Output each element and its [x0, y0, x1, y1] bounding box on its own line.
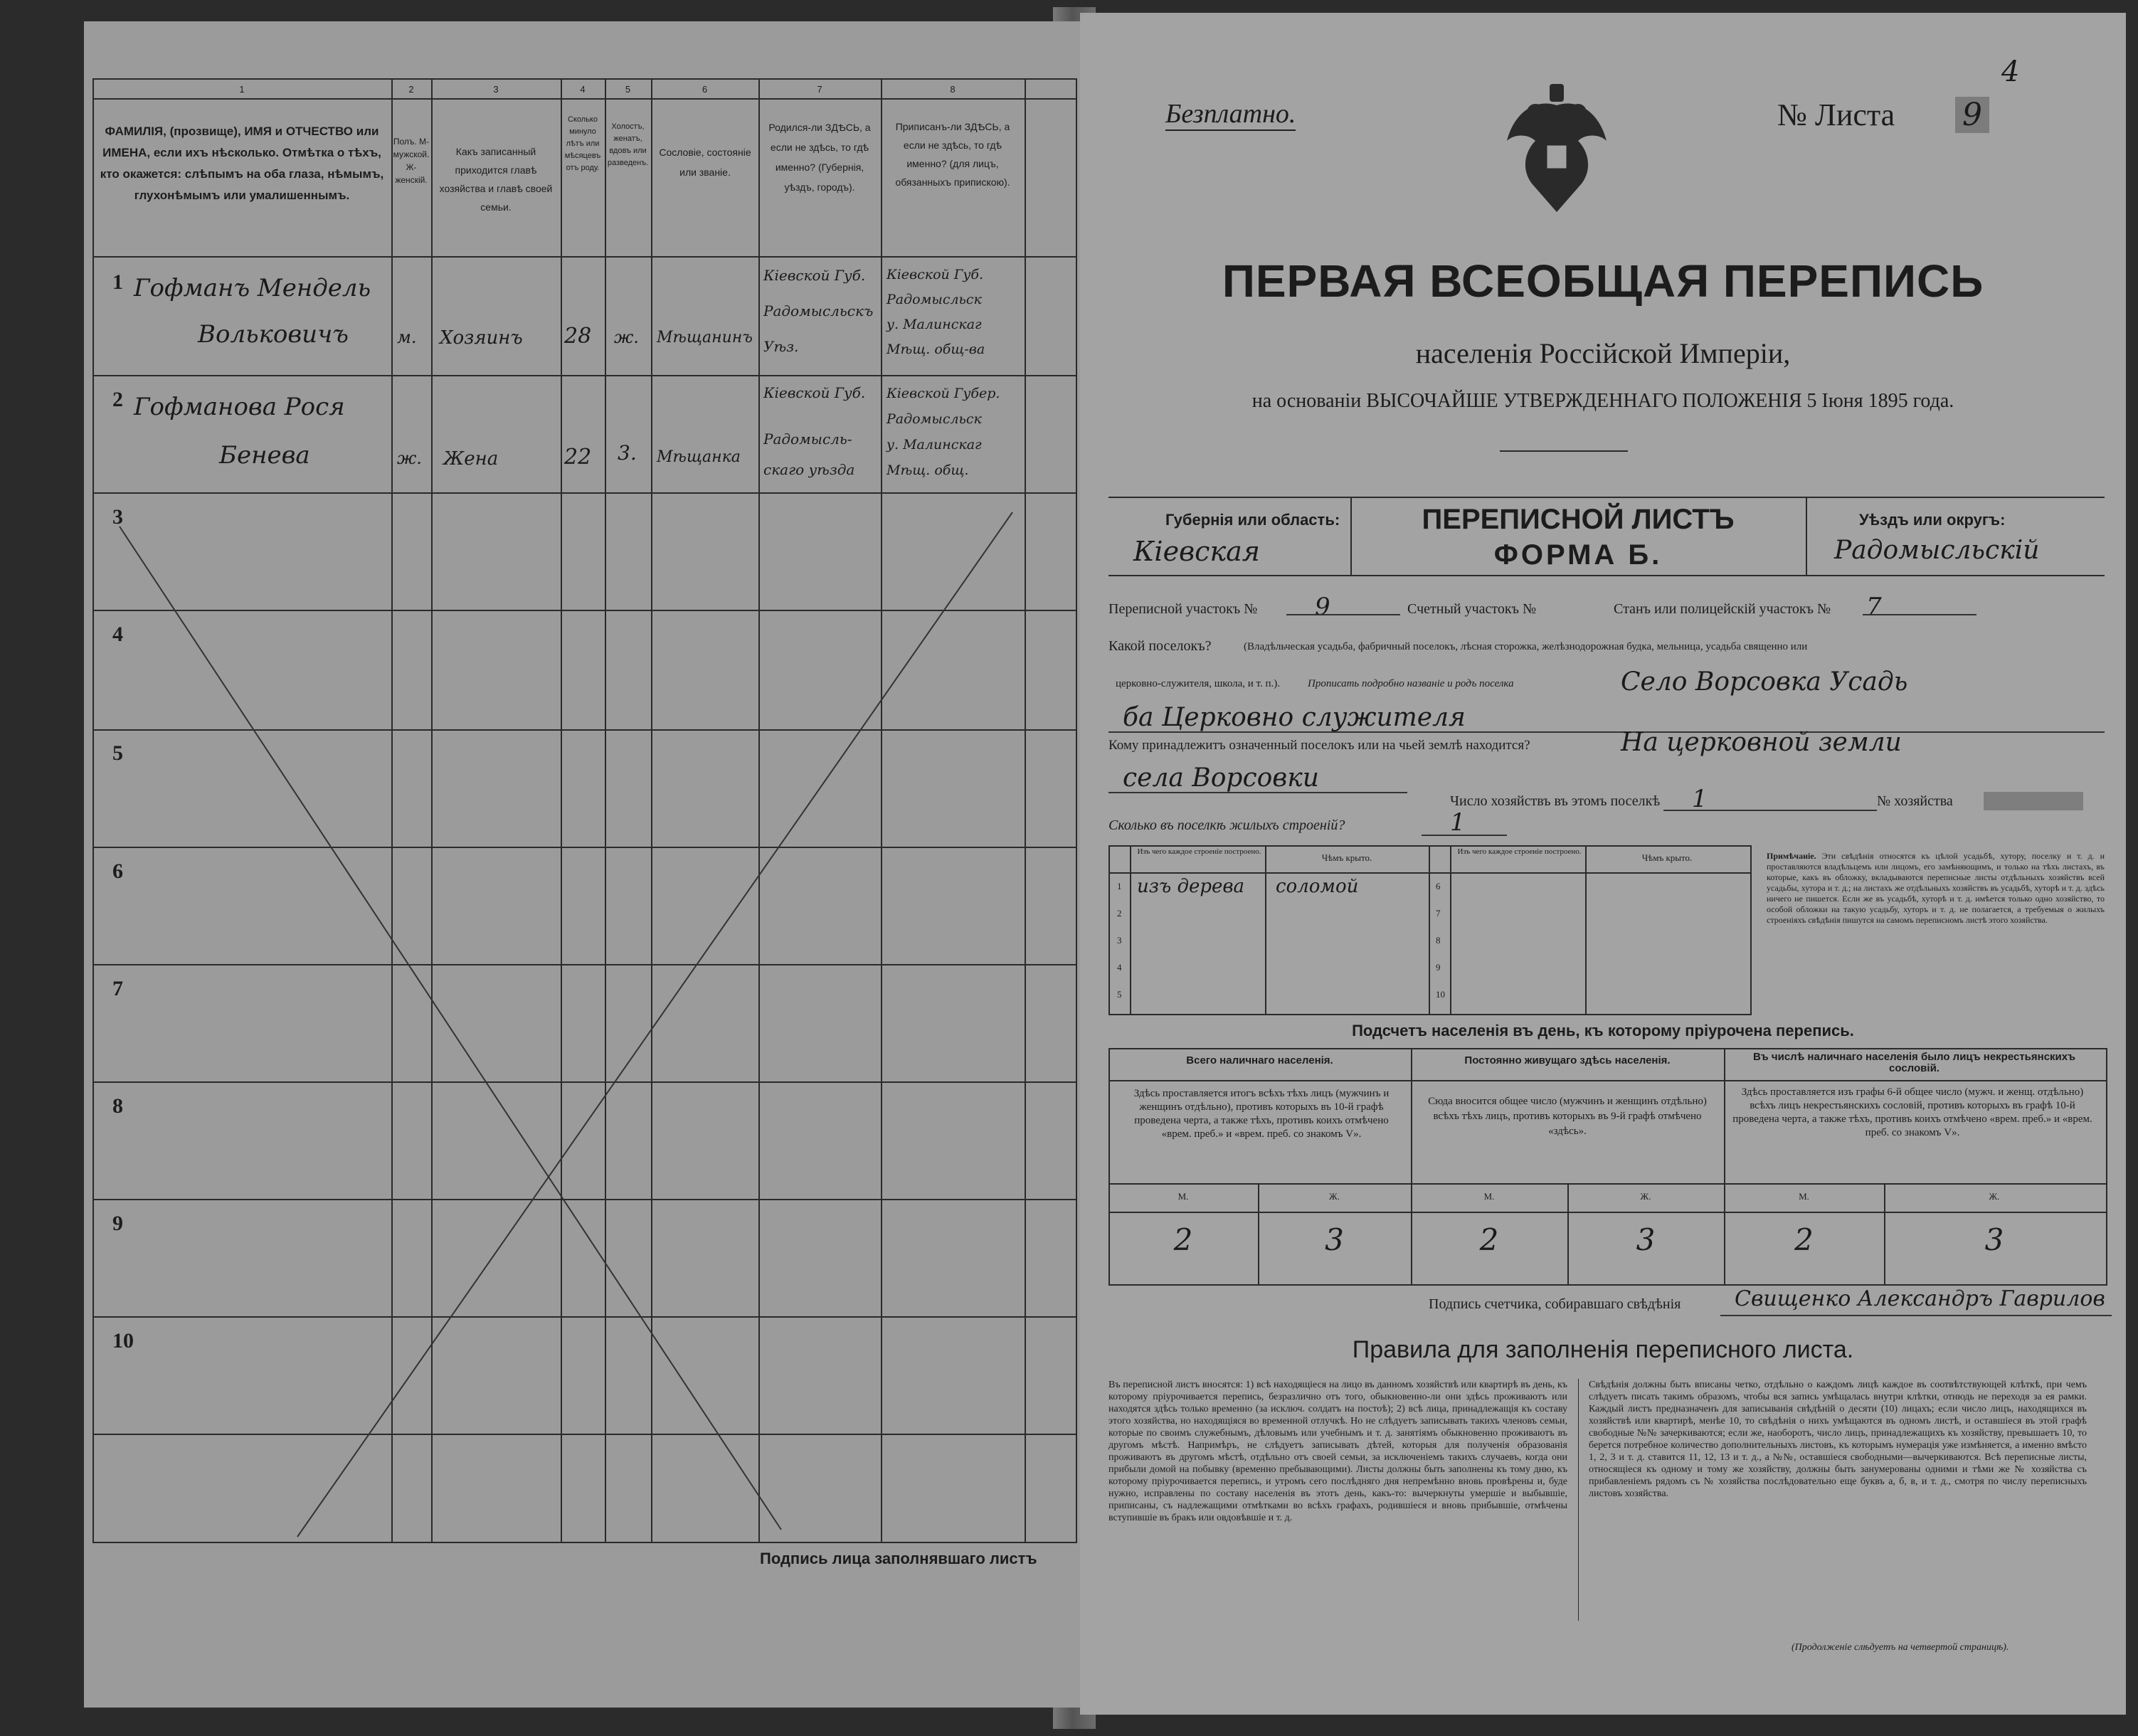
col-header-marital: Холостъ, женатъ, вдовъ или разведенъ.	[607, 122, 649, 167]
col-num-2: 2	[408, 84, 414, 95]
signature-label: Подпись лица заполнявшаго листъ	[760, 1550, 1037, 1567]
continuation-note: (Продолженіе слѣдуетъ на четвертой страницѣ).	[1792, 1642, 2009, 1653]
row-number-6: 6	[112, 859, 123, 883]
count-col1-m-label: М.	[1178, 1191, 1189, 1202]
settlement-hint-3: Прописать подробно названіе и родъ поселка	[1308, 678, 1514, 689]
row-number-4: 4	[112, 623, 123, 646]
col-num-1: 1	[239, 84, 245, 95]
free-label: Безплатно.	[1165, 98, 1296, 131]
count-col2-f-label: Ж.	[1640, 1191, 1651, 1202]
note-text: Эти свѣдѣнія относятся къ цѣлой усадьбѣ, хутору, поселку и т. д. и проставляются владѣльцемъ или лицомъ, его замѣняющимъ, и только на тѣхъ листахъ, въ которые, какъ въ обложку, вкладываются переписные листы отдѣльныхъ хозяйствъ всей усадьбы, хутора и т. д.; на листахъ же отдѣльныхъ хозяйствъ въ усадьбѣ, хуторѣ и т. д. здѣсь ничего не пишется. Если же въ усадьбѣ, хуторѣ и т. д. имѣется только одно хозяйство, то особой обложки на такую усадьбу, хуторъ и т. д. не полагается, а требуемыя о жилыхъ строеніяхъ свѣдѣнія пишутся на самомъ переписномъ листѣ этого хозяйства.	[1767, 851, 2105, 925]
row1-reg-line1: Кіевской Губ.	[887, 267, 984, 282]
rules-right-text: Свѣдѣнія должны быть вписаны четко, отдѣльно о каждомъ лицѣ каждое въ соотвѣтствующей клѣткѣ, при чемъ слѣдуетъ писать такимъ образомъ, чтобы вся запись умѣщалась внутри клѣтки, отнюдь не переходя за ея рамки. Каждый листъ предназначенъ для записыванія свѣдѣній о десяти (10) лицахъ; если число лицъ, находящихся въ хозяйствѣ или квартирѣ, менѣе 10, то свѣдѣнія о нихъ умѣщаются въ одномъ листѣ, и оставшіеся въ этой графѣ свободные №№ зачеркиваются; если же, наоборотъ, число лицъ, принадлежащихъ къ хозяйству, превышаетъ 10, то берется потребное количество дополнительныхъ листовъ, къ которымъ нумерація уже измѣняется, а именно вмѣсто 1, 2, 3 и т. д. ставится 11, 12, 13 и т. д., а №№, оставшіеся свободными—вычеркиваются. Всѣ переписные листы, относящіеся къ одному и тому же хозяйству, должны быть занумерованы одними и тѣми же № хозяйства съ прибавленіемъ рядомъ съ № хозяйства послѣдовательно еще буквъ а, б, в, и т. д., смотря по числу переписныхъ листовъ хозяйства.	[1589, 1380, 2087, 1499]
row1-marital: ж.	[614, 327, 639, 347]
buildings-value: 1	[1450, 808, 1466, 837]
row2-born-line1: Кіевской Губ.	[763, 384, 866, 401]
bld-row-num: 1	[1117, 881, 1122, 891]
col-header-age: Сколько минуло лѣтъ или мѣсяцевъ отъ роду.	[564, 115, 601, 172]
bld-row-num: 4	[1117, 962, 1122, 973]
col-header-sex: Полъ. М-мужской. Ж-женскій.	[393, 137, 430, 185]
bld-row-num: 8	[1436, 935, 1441, 946]
row-number-1: 1	[112, 270, 123, 294]
col-num-4: 4	[580, 84, 586, 95]
col-num-5: 5	[625, 84, 631, 95]
province-label: Губернія или область:	[1165, 511, 1340, 529]
row1-estate: Мѣщанинъ	[657, 329, 753, 346]
station-label: Станъ или полицейскій участокъ №	[1614, 601, 1831, 617]
owner-value-line1: На церковной земли	[1621, 728, 1902, 757]
count-col3-m-label: М.	[1799, 1191, 1809, 1202]
census-subtitle: населенія Россійской Имперіи,	[1415, 337, 1791, 369]
count-col1-head: Всего наличнаго населенія.	[1186, 1054, 1333, 1067]
row1-age: 28	[564, 324, 592, 349]
bld-row-num: 7	[1436, 908, 1441, 919]
count-title: Подсчетъ населенія въ день, къ которому пріурочена перепись.	[1352, 1022, 1854, 1039]
count-area-label: Счетный участокъ №	[1407, 601, 1537, 617]
sheet-label: № Листа	[1777, 97, 1895, 132]
station-value: 7	[1866, 593, 1882, 621]
row1-reg-line4: Мѣщ. общ-ва	[887, 342, 985, 357]
row1-relation: Хозяинъ	[440, 327, 523, 349]
count-col2-m-label: М.	[1483, 1191, 1495, 1202]
count-col3-f-label: Ж.	[1989, 1191, 2000, 1202]
buildings-table	[1108, 845, 1752, 1015]
form-title: ПЕРЕПИСНОЙ ЛИСТЪ	[1422, 504, 1735, 535]
col-header-estate: Сословіе, состояніе или званіе.	[659, 147, 751, 178]
row2-relation: Жена	[443, 448, 499, 470]
settlement-label: Какой поселокъ?	[1108, 638, 1212, 654]
bld-row-num: 2	[1117, 908, 1122, 919]
bld-row-num: 10	[1436, 989, 1445, 1000]
district-label: Уѣздъ или округъ:	[1859, 511, 2006, 529]
settlement-hint-2: церковно-служителя, школа, и т. п.).	[1116, 678, 1280, 689]
household-number-label: № хозяйства	[1877, 793, 1953, 809]
row1-born-line3: Уѣз.	[763, 338, 799, 355]
bld-col-roof-right: Чѣмъ крыто.	[1641, 852, 1693, 863]
row-number-7: 7	[112, 977, 123, 1000]
row-number-2: 2	[112, 388, 123, 411]
row2-estate: Мѣщанка	[657, 448, 741, 466]
count-col3-f-value: 3	[1984, 1222, 2004, 1257]
row2-born-line2: Радомысль-	[763, 430, 852, 448]
household-number-field	[1984, 792, 2083, 810]
count-col3-desc: Здѣсь проставляется изъ графы 6-й общее число (мужч. и женщ. отдѣльно) всѣхъ лицъ некрестьянскихъ сословій, противъ которыхъ въ графѣ 10-й проведена черта, а также тѣхъ, противъ коихъ отмѣчено «врем. преб.» и «врем. преб. со знакомъ V».	[1732, 1086, 2092, 1138]
settlement-value-line1: Село Ворсовка Усадь	[1621, 667, 1908, 697]
corner-number: 4	[2001, 55, 2020, 88]
owner-value-line2: села Ворсовки	[1123, 763, 1319, 793]
count-col2-head: Постоянно живущаго здѣсь населенія.	[1464, 1054, 1671, 1067]
census-area-value: 9	[1315, 593, 1330, 621]
row1-name-line1: Гофманъ Мендель	[134, 274, 371, 302]
census-title: ПЕРВАЯ ВСЕОБЩАЯ ПЕРЕПИСЬ	[1222, 255, 1984, 307]
row2-name-line1: Гофманова Рося	[134, 393, 345, 421]
col-num-3: 3	[493, 84, 499, 95]
row2-age: 22	[564, 445, 592, 470]
owner-label: Кому принадлежитъ означенный поселокъ или на чьей землѣ находится?	[1108, 738, 1530, 753]
sheet-number: 9	[1955, 97, 1989, 133]
col-num-6: 6	[702, 84, 708, 95]
row2-reg-line1: Кіевской Губер.	[887, 386, 1000, 401]
row2-reg-line2: Радомысльск	[887, 411, 982, 427]
count-col1-m-value: 2	[1173, 1222, 1193, 1257]
row2-name-line2: Бенева	[219, 441, 310, 470]
note-block	[1767, 851, 2105, 926]
row-number-3: 3	[112, 505, 123, 529]
bld-col-material-right: Изъ чего каждое строеніе построено.	[1457, 847, 1582, 856]
note-title: Примѣчаніе.	[1767, 851, 1816, 861]
census-basis: на основаніи ВЫСОЧАЙШЕ УТВЕРЖДЕННАГО ПОЛОЖЕНІЯ 5 Іюня 1895 года.	[1251, 390, 1954, 412]
bld-row1-material: изъ дерева	[1137, 876, 1245, 897]
row-number-5: 5	[112, 741, 123, 765]
households-value: 1	[1692, 785, 1708, 813]
bld-col-roof-left: Чѣмъ крыто.	[1321, 852, 1372, 863]
row2-reg-line4: Мѣщ. общ.	[887, 462, 969, 478]
rules-left-text: Въ переписной листъ вносятся: 1) всѣ находящіеся на лицо въ данномъ хозяйствѣ или квартирѣ въ день, къ которому пріурочивается перепись, безразлично отъ того, обыкновенно-ли они здѣсь проживаютъ или находятся здѣсь только временно (за исключ. солдатъ на постоѣ); 2) всѣ лица, принадлежащія къ составу этого хозяйства, но находящіяся во временной отлучкѣ. Но не слѣдуетъ записывать такихъ членовъ семьи, которые по своимъ служебнымъ, дѣловымъ или учебнымъ и т. д. занятіямъ обыкновенно проживаютъ въ другомъ мѣстѣ. Напримѣръ, не слѣдуетъ записывать дѣтей, которыя для полученія образованія проживаютъ въ другомъ мѣстѣ, отдѣльно отъ своей семьи, за исключеніемъ такихъ случаевъ, когда они прибыли домой на побывку (временно пребывающими). Листы должны быть заполнены къ тому дню, къ которому пріурочивается перепись, и утромъ сего послѣдняго дня непремѣнно вновь провѣрены и, буде нужно, исправлены по составу населенія въ этотъ день, какъ-то: вычеркнуты умершіе и выбывшіе, приписаны, съ надлежащими отмѣтками во всѣхъ графахъ, родившіеся и вновь прибывшіе, отмѣчены вступившіе въ бракъ или овдовѣвшіе и т. д.	[1108, 1380, 1567, 1523]
count-col1-desc: Здѣсь проставляется итогъ всѣхъ тѣхъ лицъ (мужчинъ и женщинъ отдѣльно), противъ которыхъ въ 10-й графѣ проведена черта, а также тѣхъ, противъ коихъ отмѣчено «врем. преб.» и «врем. преб. со знакомъ V».	[1133, 1088, 1390, 1140]
district-value: Радомысльскій	[1834, 536, 2040, 565]
count-col2-desc: Сюда вносится общее число (мужчинъ и женщинъ отдѣльно) всѣхъ тѣхъ лицъ, противъ которыхъ въ 9-й графѣ отмѣчено «здѣсь».	[1428, 1096, 1707, 1137]
row1-reg-line3: у. Малинскаг	[887, 317, 982, 332]
counter-signature-label: Подпись счетчика, собиравшаго свѣдѣнія	[1429, 1296, 1681, 1312]
right-page	[1080, 13, 2126, 1715]
census-area-label: Переписной участокъ №	[1108, 601, 1258, 617]
row1-name-line2: Вольковичъ	[198, 320, 349, 349]
province-value: Кіевская	[1133, 536, 1260, 567]
count-col1-f-label: Ж.	[1329, 1191, 1340, 1202]
double-headed-eagle-emblem	[1493, 84, 1621, 226]
bld-row-num: 9	[1436, 962, 1441, 973]
col-header-name: ФАМИЛІЯ, (прозвище), ИМЯ и ОТЧЕСТВО или ИМЕНА, если ихъ нѣсколько. Отмѣтка о тѣхъ, кто окажется: слѣпымъ на оба глаза, нѣмымъ, глухонѣмымъ или умалишеннымъ.	[100, 125, 384, 202]
col-header-registration: Приписанъ-ли ЗДѢСЬ, а если не здѣсь, то гдѣ именно? (для лицъ, обязанныхъ припискою).	[895, 121, 1010, 188]
households-label: Число хозяйствъ въ этомъ поселкѣ	[1450, 793, 1661, 809]
count-col2-f-value: 3	[1636, 1222, 1656, 1257]
strike-out-lines	[84, 21, 1080, 1708]
left-page	[84, 21, 1080, 1708]
row2-marital: 3.	[618, 441, 637, 465]
row-number-8: 8	[112, 1094, 123, 1118]
count-col3-m-value: 2	[1794, 1222, 1814, 1257]
row1-sex: м.	[397, 327, 417, 347]
bld-row1-roof: соломой	[1276, 876, 1359, 897]
buildings-label: Сколько въ поселкѣ жилыхъ строеній?	[1108, 817, 1345, 833]
row1-born-line1: Кіевской Губ.	[763, 267, 866, 284]
count-col1-f-value: 3	[1325, 1222, 1344, 1257]
bld-row-num: 3	[1117, 935, 1122, 946]
form-subtitle: ФОРМА Б.	[1493, 539, 1663, 571]
bld-row-num: 6	[1436, 881, 1441, 891]
settlement-value-line2: ба Церковно служителя	[1123, 703, 1466, 732]
count-col2-m-value: 2	[1479, 1222, 1499, 1257]
bld-col-material-left: Изъ чего каждое строеніе построено.	[1137, 847, 1261, 856]
row1-reg-line2: Радомысльск	[887, 292, 982, 307]
col-header-relation: Какъ записанный приходится главѣ хозяйства и главѣ своей семьи.	[439, 146, 553, 213]
row-number-10: 10	[112, 1329, 134, 1353]
col-num-7: 7	[817, 84, 822, 95]
col-num-8: 8	[950, 84, 956, 95]
col-header-birthplace: Родился-ли ЗДѢСЬ, а если не здѣсь, то гдѣ именно? (Губернія, уѣздъ, городъ).	[768, 122, 871, 193]
settlement-hint-1: (Владѣльческая усадьба, фабричный поселокъ, лѣсная сторожка, желѣзнодорожная будка, мельница, усадьба священно или	[1244, 641, 1808, 652]
row2-reg-line3: у. Малинскаг	[887, 437, 982, 452]
counter-signature-value: Свищенко Александръ Гаврилов	[1735, 1286, 2105, 1311]
count-col3-head: Въ числѣ наличнаго населенія было лицъ некрестьянскихъ сословій.	[1752, 1051, 2076, 1074]
row-number-9: 9	[112, 1212, 123, 1235]
bld-row-num: 5	[1117, 989, 1122, 1000]
row2-sex: ж.	[397, 448, 422, 468]
row2-born-line3: скаго уѣзда	[763, 461, 855, 478]
row1-born-line2: Радомысльскъ	[763, 302, 874, 319]
rules-title: Правила для заполненія переписного листа.	[1352, 1336, 1854, 1363]
